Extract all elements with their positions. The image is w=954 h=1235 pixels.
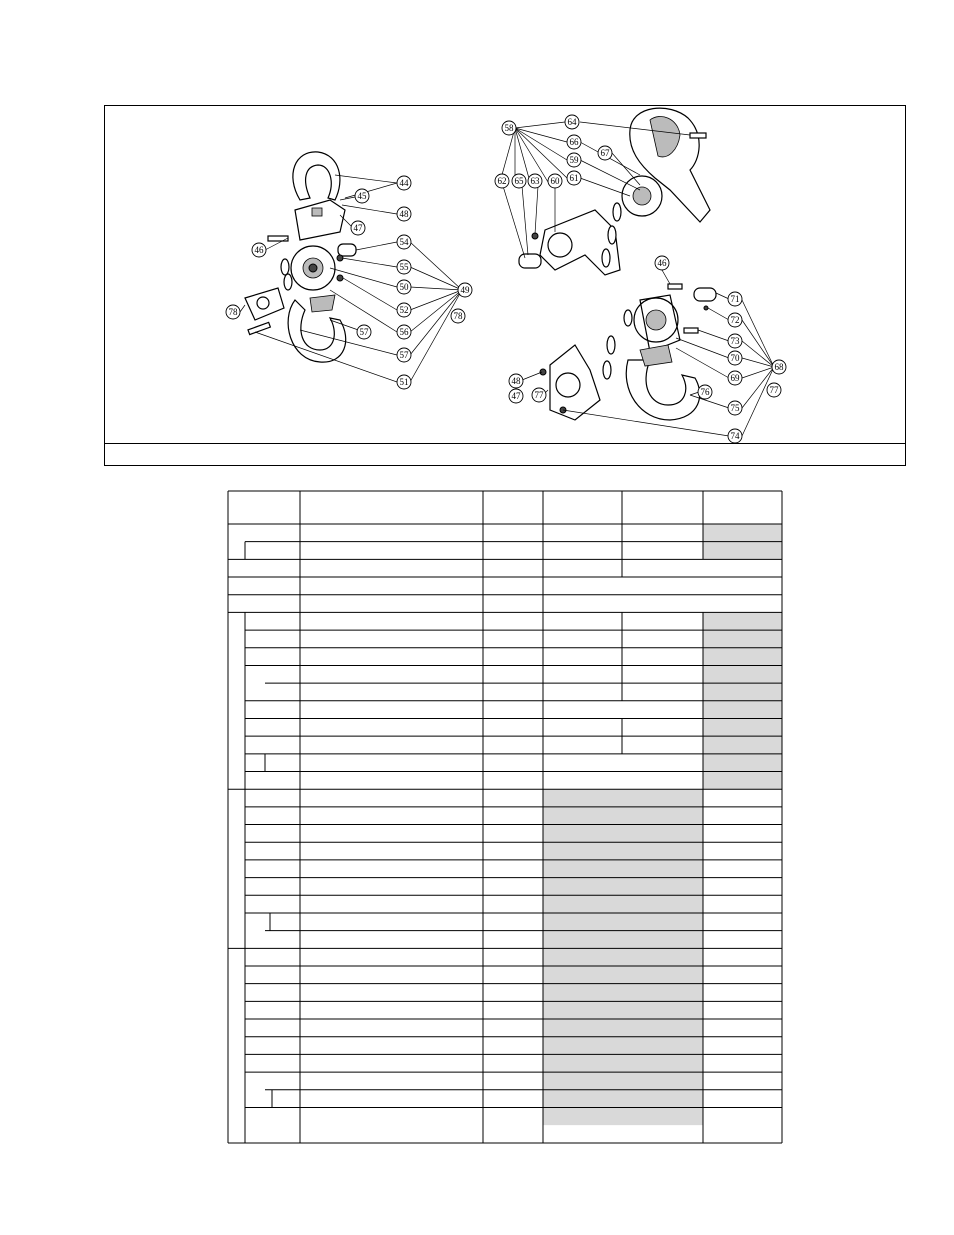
svg-text:76: 76 [700, 387, 710, 397]
svg-text:71: 71 [730, 294, 740, 304]
shaded-cell [543, 789, 703, 948]
svg-text:77: 77 [769, 385, 779, 395]
svg-text:66: 66 [569, 137, 579, 147]
svg-text:67: 67 [600, 148, 610, 158]
svg-text:60: 60 [550, 176, 560, 186]
svg-text:72: 72 [730, 315, 740, 325]
svg-text:48: 48 [511, 376, 521, 386]
svg-text:48: 48 [399, 209, 409, 219]
svg-text:70: 70 [730, 353, 740, 363]
svg-text:50: 50 [399, 282, 409, 292]
svg-text:58: 58 [504, 123, 514, 133]
svg-text:77: 77 [534, 390, 544, 400]
svg-text:62: 62 [497, 176, 507, 186]
svg-text:49: 49 [460, 285, 470, 295]
svg-text:75: 75 [730, 403, 740, 413]
svg-text:63: 63 [530, 176, 540, 186]
svg-text:51: 51 [399, 377, 409, 387]
svg-text:45: 45 [357, 191, 367, 201]
svg-text:47: 47 [353, 223, 363, 233]
svg-text:46: 46 [657, 258, 667, 268]
svg-text:57: 57 [399, 350, 409, 360]
svg-text:64: 64 [567, 117, 577, 127]
svg-text:54: 54 [399, 237, 409, 247]
svg-text:68: 68 [774, 362, 784, 372]
svg-text:78: 78 [228, 307, 238, 317]
svg-text:47: 47 [511, 391, 521, 401]
svg-text:65: 65 [514, 176, 524, 186]
svg-text:61: 61 [569, 173, 579, 183]
svg-text:74: 74 [730, 431, 740, 441]
svg-text:55: 55 [399, 262, 409, 272]
svg-text:69: 69 [730, 373, 740, 383]
svg-text:78: 78 [453, 311, 463, 321]
svg-text:44: 44 [399, 178, 409, 188]
svg-text:46: 46 [254, 245, 264, 255]
svg-text:73: 73 [730, 336, 740, 346]
svg-text:57: 57 [359, 327, 369, 337]
svg-text:59: 59 [569, 155, 579, 165]
svg-text:52: 52 [399, 305, 409, 315]
svg-text:56: 56 [399, 327, 409, 337]
